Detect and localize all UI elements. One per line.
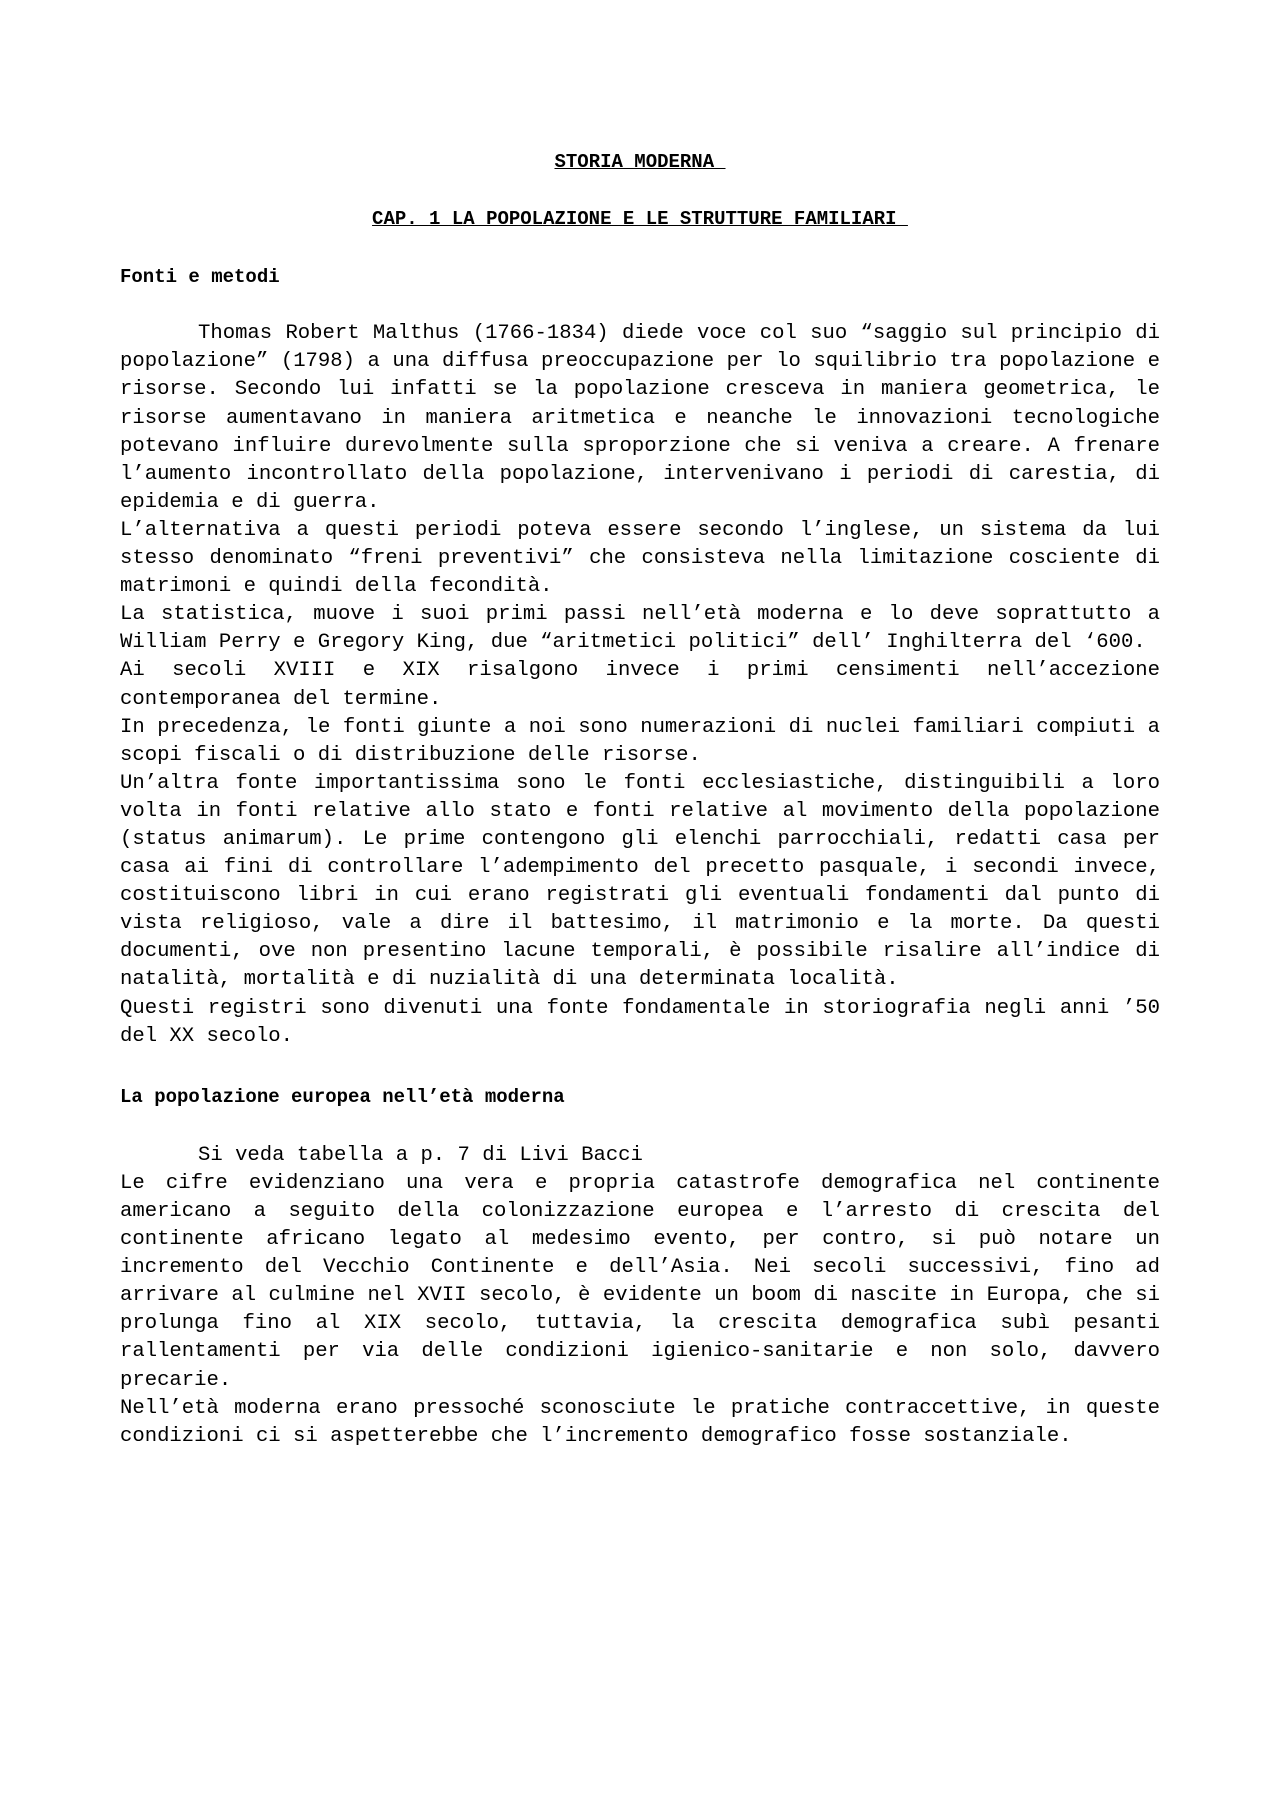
chapter-title-text: CAP. 1 LA POPOLAZIONE E LE STRUTTURE FAMILIARI bbox=[372, 208, 908, 231]
document-title bbox=[120, 148, 1160, 176]
section-heading-fonti-e-metodi: Fonti e metodi bbox=[120, 266, 280, 289]
paragraph: Un’altra fonte importantissima sono le fonti ecclesiastiche, distinguibili a loro volta in fonti relative allo stato e fonti relative al movimento della popolazione (status animarum). Le prime contengono gli elenchi parrocchiali, redatti casa per casa ai fini di controllare l’adempimento del precetto pasquale, i secondi invece, costituiscono libri in cui erano registrati gli eventuali fondamenti dal punto di vista religioso, vale a dire il battesimo, il matrimonio e la morte. Da questi documenti, ove non presentino lacune temporali, è possibile risalire all’indice di natalità, mortalità e di nuzialità di una determinata località. bbox=[120, 771, 1160, 992]
paragraph: Questi registri sono divenuti una fonte fondamentale in storiografia negli anni ’50 del XX secolo. bbox=[120, 996, 1160, 1048]
document-page bbox=[120, 148, 1160, 1451]
document-title-text: STORIA MODERNA bbox=[554, 151, 726, 173]
section-body-fonti-e-metodi bbox=[120, 320, 1160, 1050]
paragraph: Nell’età moderna erano pressoché sconosciute le pratiche contraccettive, in queste condizioni ci si aspetterebbe che l’incremento demografico fosse sostanziale. bbox=[120, 1396, 1160, 1448]
paragraph: Ai secoli XVIII e XIX risalgono invece i primi censimenti nell’accezione contemporanea del termine. bbox=[120, 659, 1160, 711]
section-heading-popolazione-europea: La popolazione europea nell’età moderna bbox=[120, 1085, 565, 1108]
section-body-popolazione-europea bbox=[120, 1142, 1160, 1451]
paragraph: La statistica, muove i suoi primi passi nell’età moderna e lo deve soprattutto a William Perry e Gregory King, due “aritmetici politici” dell’ Inghilterra del ‘600. bbox=[120, 603, 1160, 655]
chapter-title bbox=[120, 205, 1160, 233]
paragraph: Si veda tabella a p. 7 di Livi Bacci bbox=[198, 1143, 643, 1167]
paragraph: Le cifre evidenziano una vera e propria catastrofe demografica nel continente americano a seguito della colonizzazione europea e l’arresto di crescita del continente africano legato al medesimo evento, per contro, si può notare un incremento del Vecchio Continente e dell’Asia. Nei secoli successivi, fino ad arrivare al culmine nel XVII secolo, è evidente un boom di nascite in Europa, che si prolunga fino al XIX secolo, tuttavia, la crescita demografica subì pesanti rallentamenti per via delle condizioni igienico-sanitarie e non solo, davvero precarie. bbox=[120, 1171, 1160, 1392]
paragraph: L’alternativa a questi periodi poteva essere secondo l’inglese, un sistema da lui stesso denominato “freni preventivi” che consisteva nella limitazione cosciente di matrimoni e quindi della fecondità. bbox=[120, 518, 1160, 599]
paragraph: In precedenza, le fonti giunte a noi sono numerazioni di nuclei familiari compiuti a scopi fiscali o di distribuzione delle risorse. bbox=[120, 715, 1160, 767]
paragraph: Thomas Robert Malthus (1766-1834) diede voce col suo “saggio sul principio di popolazione” (1798) a una diffusa preoccupazione per lo squilibrio tra popolazione e risorse. Secondo lui infatti se la popolazione cresceva in maniera geometrica, le risorse aumentavano in maniera aritmetica e neanche le innovazioni tecnologiche potevano influire durevolmente sulla sproporzione che si veniva a creare. A frenare l’aumento incontrollato della popolazione, intervenivano i periodi di carestia, di epidemia e di guerra. bbox=[120, 322, 1160, 514]
